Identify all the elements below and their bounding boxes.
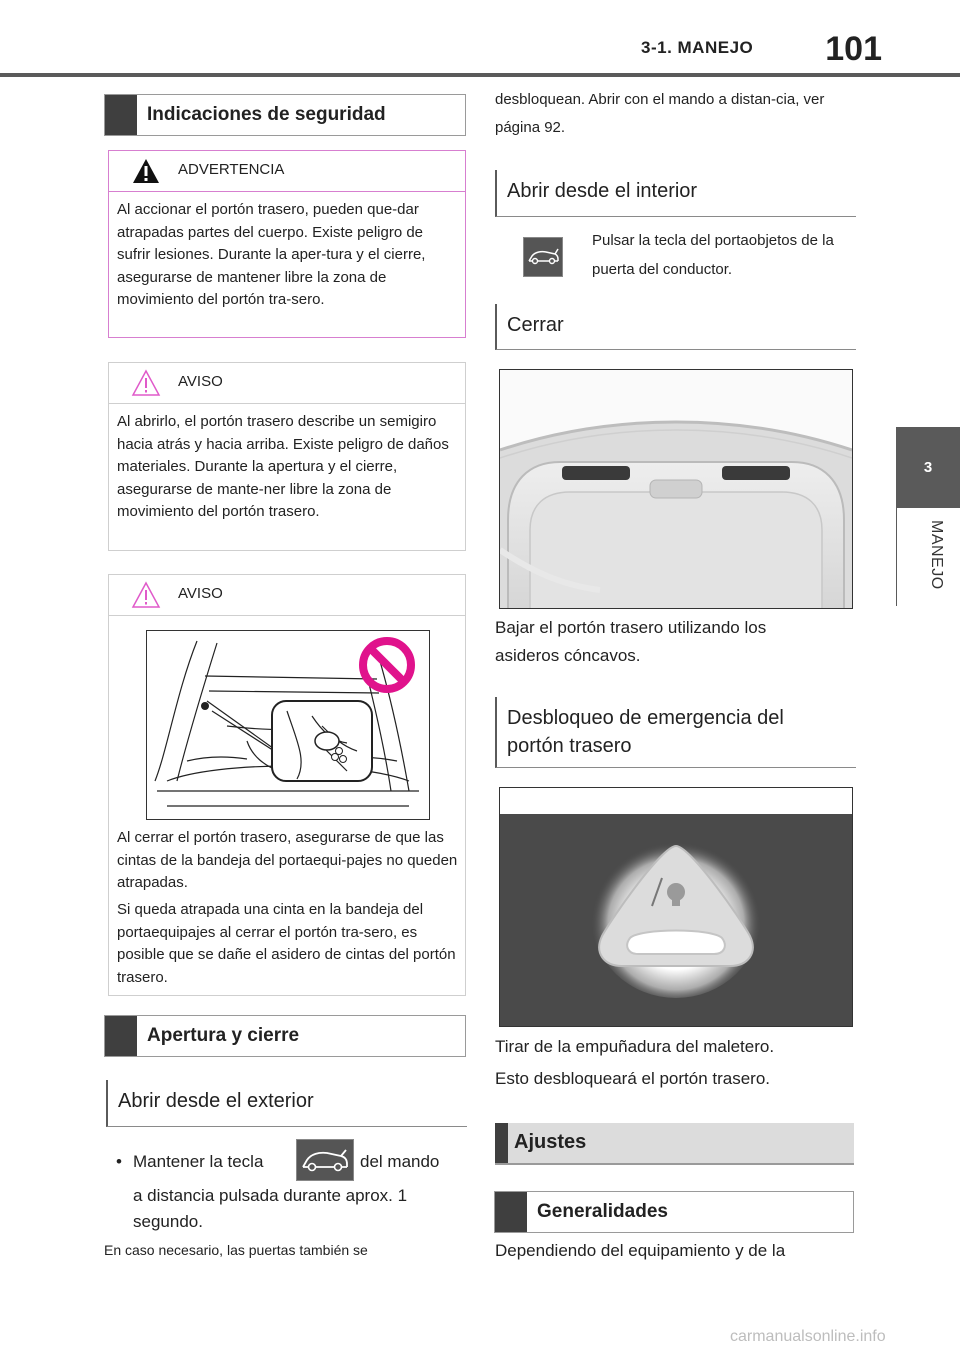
section-safety-heading <box>104 94 466 136</box>
section-open-close-heading <box>104 1015 466 1057</box>
chapter-tab-label: MANEJO <box>928 520 945 590</box>
caution-triangle-icon <box>131 369 161 397</box>
notice-1-title: AVISO <box>178 373 223 390</box>
emergency-text-2: Esto desbloqueará el portón trasero. <box>495 1069 771 1088</box>
section-settings-title: Ajustes <box>514 1131 587 1153</box>
car-trunk-icon <box>297 1140 353 1180</box>
notice-2-text-2: Si queda atrapada una cinta en la bandeja del portaequipajes al cerrar el portón tra-sero, es posible que se dañe el asidero de cintas del portón trasero. <box>117 901 456 986</box>
section-settings-heading <box>495 1123 854 1165</box>
bullet-text-before: Mantener la tecla <box>133 1152 264 1171</box>
sub-emergency-title: Desbloqueo de emergencia del portón trasero <box>507 707 784 757</box>
warning-title: ADVERTENCIA <box>178 161 285 178</box>
sub-interior-heading <box>495 170 856 217</box>
notice-2-text-1: Al cerrar el portón trasero, asegurarse de que las cintas de la bandeja del portaequi-pajes no queden atrapadas. <box>117 829 458 891</box>
notice-2-title: AVISO <box>178 585 223 602</box>
continued-text: desbloquean. Abrir con el mando a distan-cia, ver página 92. <box>495 91 825 136</box>
heading-bar <box>495 1123 508 1163</box>
notice-box-1-header <box>109 363 465 404</box>
sub-close-heading <box>495 304 856 350</box>
notice-box-2-header <box>109 575 465 616</box>
emergency-release-illustration <box>499 787 853 1027</box>
warning-text: Al accionar el portón trasero, pueden que-dar atrapadas partes del cuerpo. Existe peligro de sufrir lesiones. Durante la aper-tura y el cierre, asegurarse de mantener libre la zona de movimiento del portón tra-sero. <box>117 201 426 308</box>
section-general-title: Generalidades <box>537 1201 668 1222</box>
trunk-interior-drawing <box>147 631 429 819</box>
page-number: 101 <box>825 30 882 68</box>
section-safety-title: Indicaciones de seguridad <box>147 104 386 125</box>
sub-exterior-heading <box>106 1080 467 1127</box>
section-open-close-title: Apertura y cierre <box>147 1025 300 1046</box>
prohibited-icon <box>363 641 411 689</box>
interior-text: Pulsar la tecla del portaobjetos de la puerta del conductor. <box>592 232 834 278</box>
warning-box <box>108 150 466 338</box>
sub-close-title: Cerrar <box>507 314 564 336</box>
trunk-key-button <box>296 1139 354 1181</box>
notice-box-1 <box>108 362 466 551</box>
sub-interior-title: Abrir desde el interior <box>507 180 698 202</box>
trunk-release-handle-drawing <box>500 788 852 1026</box>
close-text: Bajar el portón trasero utilizando los asideros cóncavos. <box>495 618 767 665</box>
heading-bar <box>495 1192 527 1232</box>
caution-triangle-icon <box>131 581 161 609</box>
bullet-line-3: segundo. <box>133 1212 203 1231</box>
notice-1-text: Al abrirlo, el portón trasero describe un semigiro hacia atrás y hacia arriba. Existe peligro de daños materiales. Durante la apertura y el cierre, asegurarse de mante-ner libre la zona de movimiento del portón trasero. <box>117 413 449 520</box>
sub-exterior-title: Abrir desde el exterior <box>118 1090 314 1112</box>
bullet-line-2: a distancia pulsada durante aprox. 1 <box>133 1186 408 1205</box>
tailgate-handles-drawing <box>500 370 852 608</box>
warning-triangle-icon <box>131 157 161 185</box>
watermark: carmanualsonline.info <box>730 1328 886 1345</box>
trunk-release-button <box>523 237 563 277</box>
warning-box-header <box>109 151 465 192</box>
chapter-tab-number: 3 <box>896 427 960 508</box>
general-text: Dependiendo del equipamiento y de la <box>495 1241 786 1260</box>
note-text: En caso necesario, las puertas también se <box>104 1242 368 1258</box>
header-rule <box>0 73 960 77</box>
trunk-strap-illustration <box>146 630 430 820</box>
heading-bar <box>105 95 137 135</box>
chapter-tab-border <box>896 508 897 606</box>
bullet-text-after: del mando <box>360 1152 440 1171</box>
car-trunk-icon <box>524 238 562 276</box>
notice-box-2 <box>108 574 466 996</box>
emergency-text-1: Tirar de la empuñadura del maletero. <box>495 1037 775 1056</box>
bullet-marker: • <box>116 1152 122 1171</box>
chapter-title: 3-1. MANEJO <box>641 38 754 57</box>
section-general-heading <box>494 1191 854 1233</box>
tailgate-illustration <box>499 369 853 609</box>
sub-emergency-heading <box>495 697 856 768</box>
heading-bar <box>105 1016 137 1056</box>
